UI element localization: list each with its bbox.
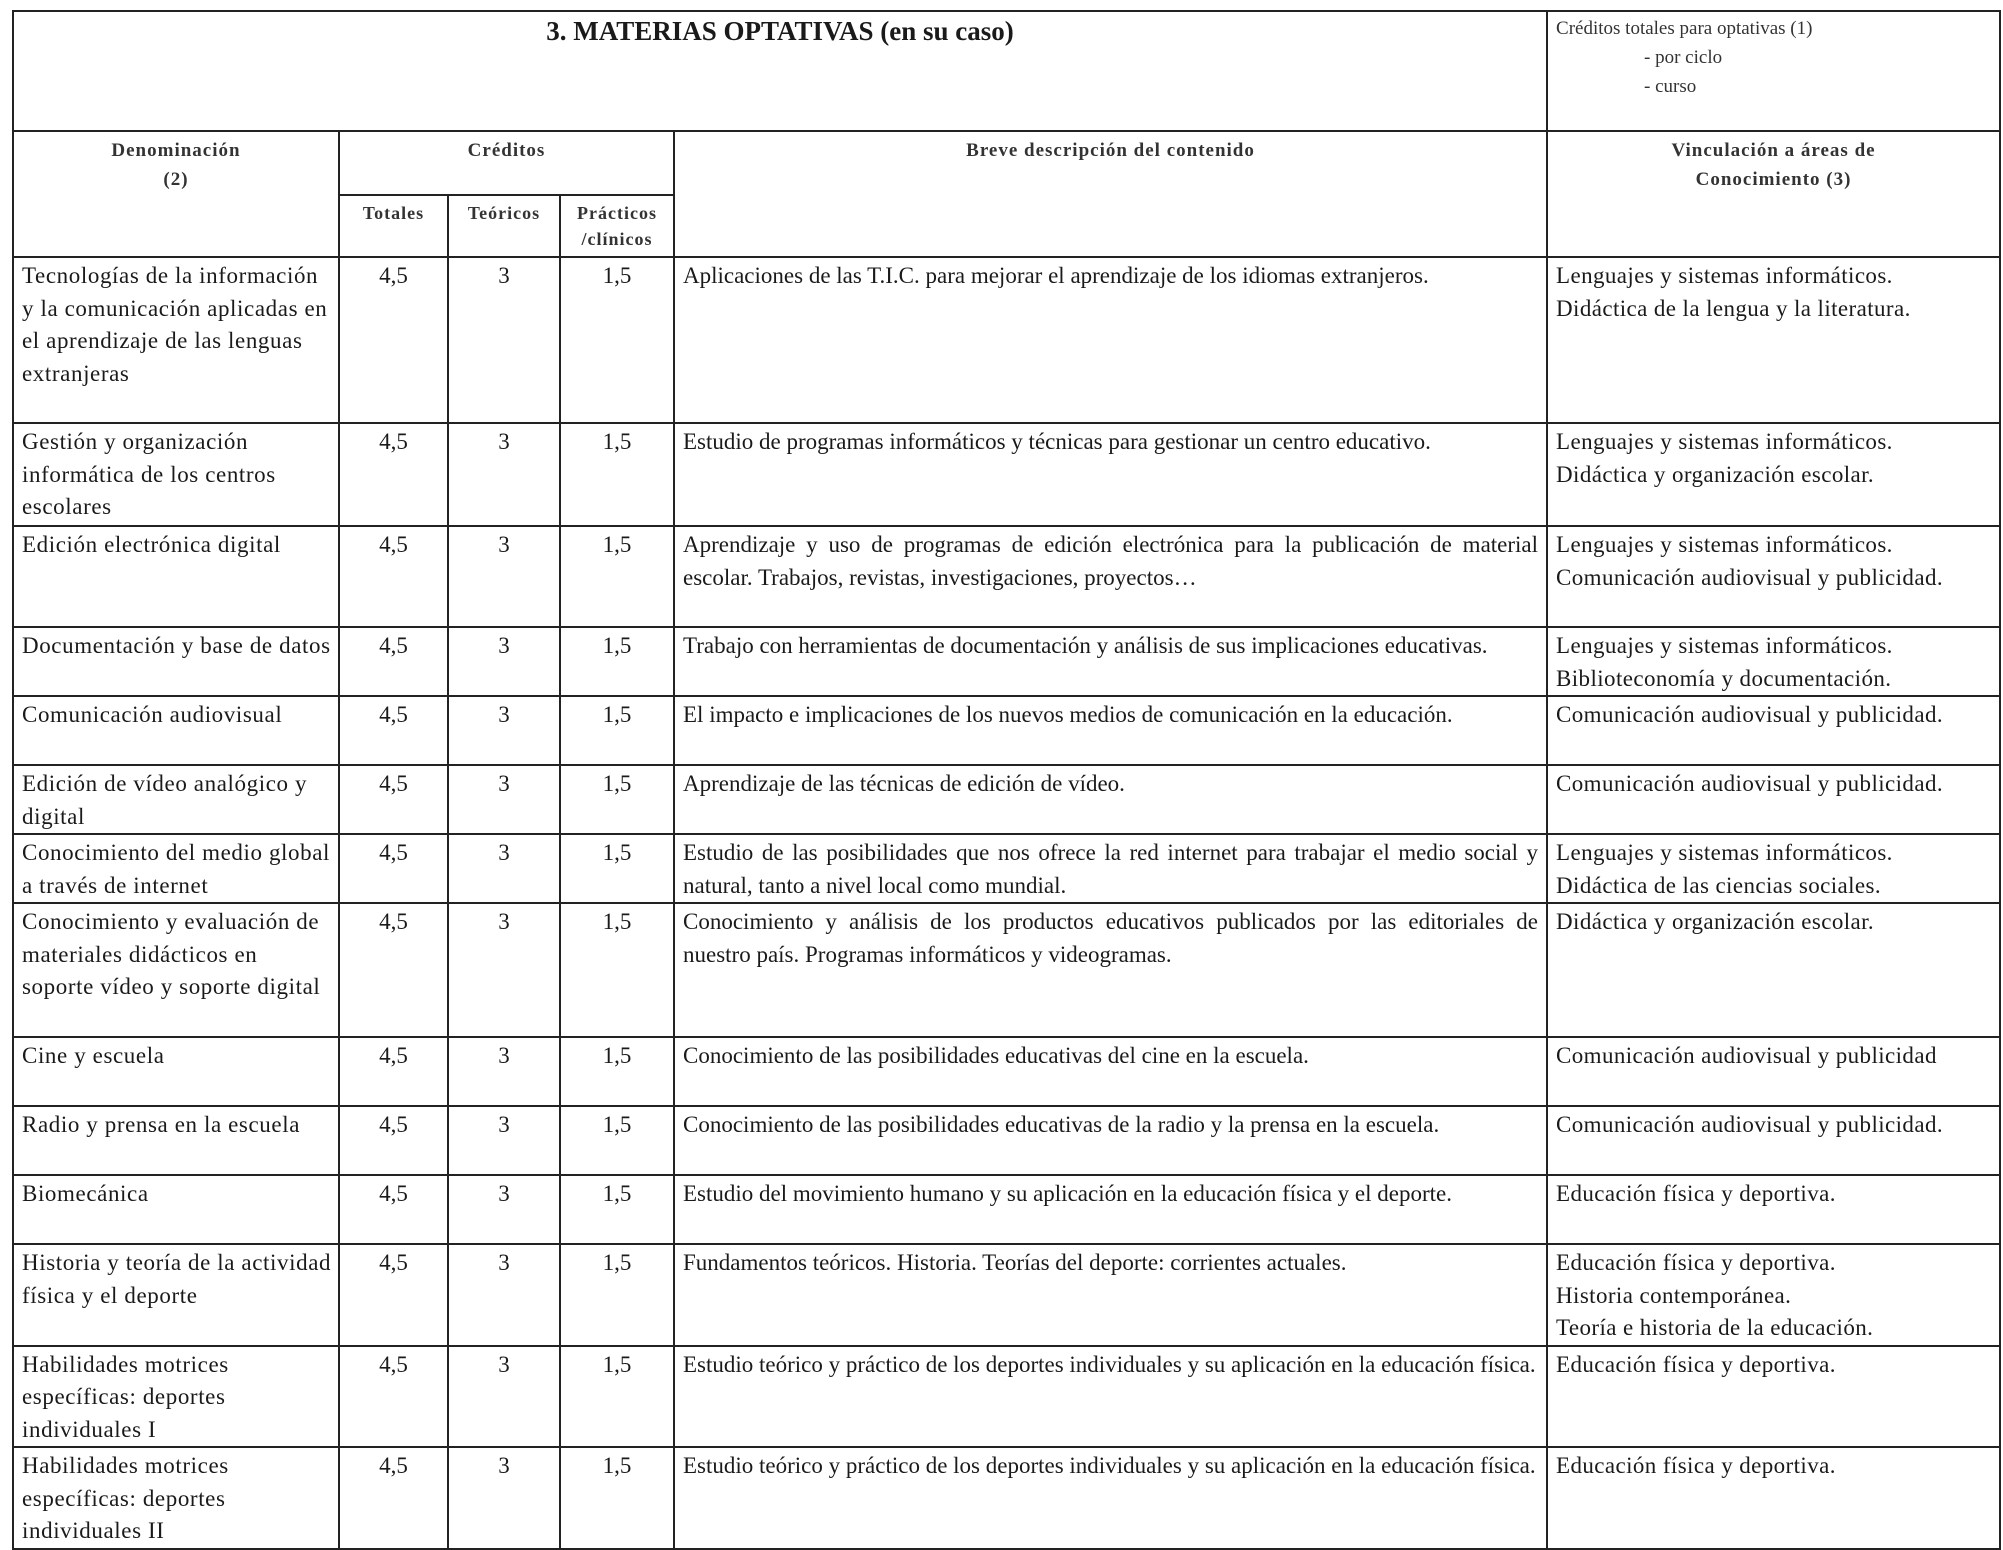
credits-practice: 1,5 <box>560 1106 674 1175</box>
knowledge-areas <box>1547 1106 2000 1175</box>
credits-practice: 1,5 <box>560 696 674 765</box>
knowledge-areas <box>1547 1175 2000 1244</box>
subject-description: Aprendizaje de las técnicas de edición de vídeo. <box>674 765 1547 834</box>
subject-description: Estudio del movimiento humano y su aplicación en la educación física y el deporte. <box>674 1175 1547 1244</box>
header-creditos: Créditos <box>339 131 674 195</box>
table-row <box>13 526 2000 627</box>
knowledge-areas <box>1547 1447 2000 1549</box>
knowledge-area: Educación física y deportiva. <box>1556 1250 1836 1275</box>
subject-description: Conocimiento y análisis de los productos educativos publicados por las editoriales de nuestro país. Programas informáticos y videogramas. <box>674 903 1547 1037</box>
table-row <box>13 1106 2000 1175</box>
table-row <box>13 834 2000 903</box>
credits-practice: 1,5 <box>560 1447 674 1549</box>
credits-total: 4,5 <box>339 1175 448 1244</box>
knowledge-area: Educación física y deportiva. <box>1556 1351 1836 1377</box>
credits-total: 4,5 <box>339 834 448 903</box>
knowledge-area: Lenguajes y sistemas informáticos. <box>1556 532 1893 557</box>
section-title-cell <box>13 11 1547 131</box>
header-denominacion-label: Denominación <box>111 140 241 161</box>
credits-practice: 1,5 <box>560 257 674 423</box>
credits-theory: 3 <box>448 765 560 834</box>
knowledge-area: Comunicación audiovisual y publicidad. <box>1556 564 1943 590</box>
header-descripcion: Breve descripción del contenido <box>674 131 1547 257</box>
subject-name: Radio y prensa en la escuela <box>13 1106 339 1175</box>
knowledge-area: Comunicación audiovisual y publicidad. <box>1556 771 1943 796</box>
subject-description: Trabajo con herramientas de documentación y análisis de sus implicaciones educativas. <box>674 627 1547 696</box>
optional-subjects-table <box>12 10 2001 1550</box>
knowledge-areas <box>1547 423 2000 526</box>
table-row <box>13 257 2000 423</box>
knowledge-areas <box>1547 696 2000 765</box>
subject-description: Estudio teórico y práctico de los deportes individuales y su aplicación en la educación física. <box>674 1346 1547 1448</box>
header-vinculacion-line1: Vinculación a áreas de <box>1671 140 1876 161</box>
table-row <box>13 1175 2000 1244</box>
credits-practice: 1,5 <box>560 526 674 627</box>
knowledge-area: Lenguajes y sistemas informáticos. <box>1556 633 1893 658</box>
credits-theory: 3 <box>448 1106 560 1175</box>
subject-description: Estudio teórico y práctico de los deportes individuales y su aplicación en la educación física. <box>674 1447 1547 1549</box>
knowledge-areas <box>1547 903 2000 1037</box>
credits-total: 4,5 <box>339 257 448 423</box>
knowledge-areas <box>1547 1037 2000 1106</box>
knowledge-areas <box>1547 1346 2000 1448</box>
credits-total: 4,5 <box>339 765 448 834</box>
credits-totals-label: Créditos totales para optativas (1) <box>1556 18 1813 39</box>
header-totales: Totales <box>339 195 448 257</box>
credits-total: 4,5 <box>339 1346 448 1448</box>
subject-description: Conocimiento de las posibilidades educativas de la radio y la prensa en la escuela. <box>674 1106 1547 1175</box>
credits-practice: 1,5 <box>560 627 674 696</box>
knowledge-area: Educación física y deportiva. <box>1556 1181 1836 1206</box>
subject-name: Historia y teoría de la actividad física y el deporte <box>13 1244 339 1346</box>
subject-name: Comunicación audiovisual <box>13 696 339 765</box>
header-teoricos: Teóricos <box>448 195 560 257</box>
subject-name: Documentación y base de datos <box>13 627 339 696</box>
subject-description: Estudio de programas informáticos y técnicas para gestionar un centro educativo. <box>674 423 1547 526</box>
credits-theory: 3 <box>448 1346 560 1448</box>
subject-description: Estudio de las posibilidades que nos ofrece la red internet para trabajar el medio social y natural, tanto a nivel local como mundial. <box>674 834 1547 903</box>
knowledge-area: Lenguajes y sistemas informáticos. <box>1556 429 1893 454</box>
section-title-row <box>13 11 2000 131</box>
knowledge-area: Didáctica de la lengua y la literatura. <box>1556 295 1911 321</box>
knowledge-area: Didáctica de las ciencias sociales. <box>1556 872 1882 898</box>
subject-name: Habilidades motrices específicas: deportes individuales I <box>13 1346 339 1448</box>
credits-total: 4,5 <box>339 1447 448 1549</box>
subject-description: Fundamentos teóricos. Historia. Teorías del deporte: corrientes actuales. <box>674 1244 1547 1346</box>
credits-practice: 1,5 <box>560 1037 674 1106</box>
credits-theory: 3 <box>448 1175 560 1244</box>
credits-total: 4,5 <box>339 696 448 765</box>
subject-description: El impacto e implicaciones de los nuevos medios de comunicación en la educación. <box>674 696 1547 765</box>
knowledge-area: Teoría e historia de la educación. <box>1556 1315 1874 1340</box>
knowledge-areas <box>1547 257 2000 423</box>
knowledge-area: Biblioteconomía y documentación. <box>1556 665 1892 691</box>
section-title: 3. MATERIAS OPTATIVAS (en su caso) <box>546 16 1014 46</box>
subject-description: Conocimiento de las posibilidades educativas del cine en la escuela. <box>674 1037 1547 1106</box>
table-row <box>13 1244 2000 1346</box>
credits-theory: 3 <box>448 1037 560 1106</box>
knowledge-area: Lenguajes y sistemas informáticos. <box>1556 840 1893 865</box>
credits-practice: 1,5 <box>560 1346 674 1448</box>
credits-total: 4,5 <box>339 423 448 526</box>
table-row <box>13 423 2000 526</box>
credits-theory: 3 <box>448 903 560 1037</box>
subject-description: Aprendizaje y uso de programas de edición electrónica para la publicación de material escolar. Trabajos, revistas, investigaciones, proyectos… <box>674 526 1547 627</box>
header-practicos <box>560 195 674 257</box>
knowledge-area: Historia contemporánea. <box>1556 1282 1792 1308</box>
knowledge-areas <box>1547 834 2000 903</box>
header-practicos-line1: Prácticos <box>577 203 657 223</box>
credits-theory: 3 <box>448 1447 560 1549</box>
credits-theory: 3 <box>448 423 560 526</box>
credits-total: 4,5 <box>339 627 448 696</box>
credits-theory: 3 <box>448 696 560 765</box>
knowledge-area: Lenguajes y sistemas informáticos. <box>1556 263 1893 288</box>
subject-name: Edición electrónica digital <box>13 526 339 627</box>
credits-theory: 3 <box>448 257 560 423</box>
knowledge-area: Educación física y deportiva. <box>1556 1453 1836 1478</box>
knowledge-area: Didáctica y organización escolar. <box>1556 909 1875 934</box>
subject-name: Edición de vídeo analógico y digital <box>13 765 339 834</box>
knowledge-area: Didáctica y organización escolar. <box>1556 461 1875 487</box>
subject-description: Aplicaciones de las T.I.C. para mejorar el aprendizaje de los idiomas extranjeros. <box>674 257 1547 423</box>
knowledge-area: Comunicación audiovisual y publicidad. <box>1556 702 1943 727</box>
credits-practice: 1,5 <box>560 765 674 834</box>
credits-total: 4,5 <box>339 1106 448 1175</box>
table-row <box>13 1447 2000 1549</box>
subject-name: Habilidades motrices específicas: deportes individuales II <box>13 1447 339 1549</box>
credits-totals-cell <box>1547 11 2000 131</box>
table-row <box>13 903 2000 1037</box>
subject-name: Tecnologías de la información y la comunicación aplicadas en el aprendizaje de las lenguas extranjeras <box>13 257 339 423</box>
subject-name: Gestión y organización informática de los centros escolares <box>13 423 339 526</box>
credits-total: 4,5 <box>339 903 448 1037</box>
table-row <box>13 1037 2000 1106</box>
header-denominacion <box>13 131 339 257</box>
header-vinculacion <box>1547 131 2000 257</box>
header-denominacion-note: (2) <box>163 169 189 190</box>
credits-total: 4,5 <box>339 526 448 627</box>
knowledge-areas <box>1547 526 2000 627</box>
subject-name: Cine y escuela <box>13 1037 339 1106</box>
credits-per-cycle-label: - por ciclo <box>1644 47 1723 68</box>
credits-practice: 1,5 <box>560 1175 674 1244</box>
knowledge-areas <box>1547 627 2000 696</box>
header-practicos-line2: /clínicos <box>581 229 653 249</box>
credits-practice: 1,5 <box>560 903 674 1037</box>
subject-name: Conocimiento del medio global a través de internet <box>13 834 339 903</box>
knowledge-areas <box>1547 1244 2000 1346</box>
subject-name: Biomecánica <box>13 1175 339 1244</box>
credits-per-course-label: - curso <box>1644 76 1697 97</box>
header-vinculacion-line2: Conocimiento (3) <box>1695 169 1852 190</box>
credits-total: 4,5 <box>339 1037 448 1106</box>
credits-theory: 3 <box>448 526 560 627</box>
credits-practice: 1,5 <box>560 423 674 526</box>
knowledge-area: Comunicación audiovisual y publicidad <box>1556 1043 1937 1068</box>
table-row <box>13 696 2000 765</box>
credits-practice: 1,5 <box>560 834 674 903</box>
knowledge-areas <box>1547 765 2000 834</box>
table-row <box>13 627 2000 696</box>
credits-theory: 3 <box>448 627 560 696</box>
credits-total: 4,5 <box>339 1244 448 1346</box>
knowledge-area: Comunicación audiovisual y publicidad. <box>1556 1112 1943 1137</box>
table-body <box>13 257 2000 1549</box>
credits-theory: 3 <box>448 834 560 903</box>
table-row <box>13 1346 2000 1448</box>
credits-theory: 3 <box>448 1244 560 1346</box>
table-row <box>13 765 2000 834</box>
subject-name: Conocimiento y evaluación de materiales didácticos en soporte vídeo y soporte digital <box>13 903 339 1037</box>
header-row-1 <box>13 131 2000 195</box>
credits-practice: 1,5 <box>560 1244 674 1346</box>
